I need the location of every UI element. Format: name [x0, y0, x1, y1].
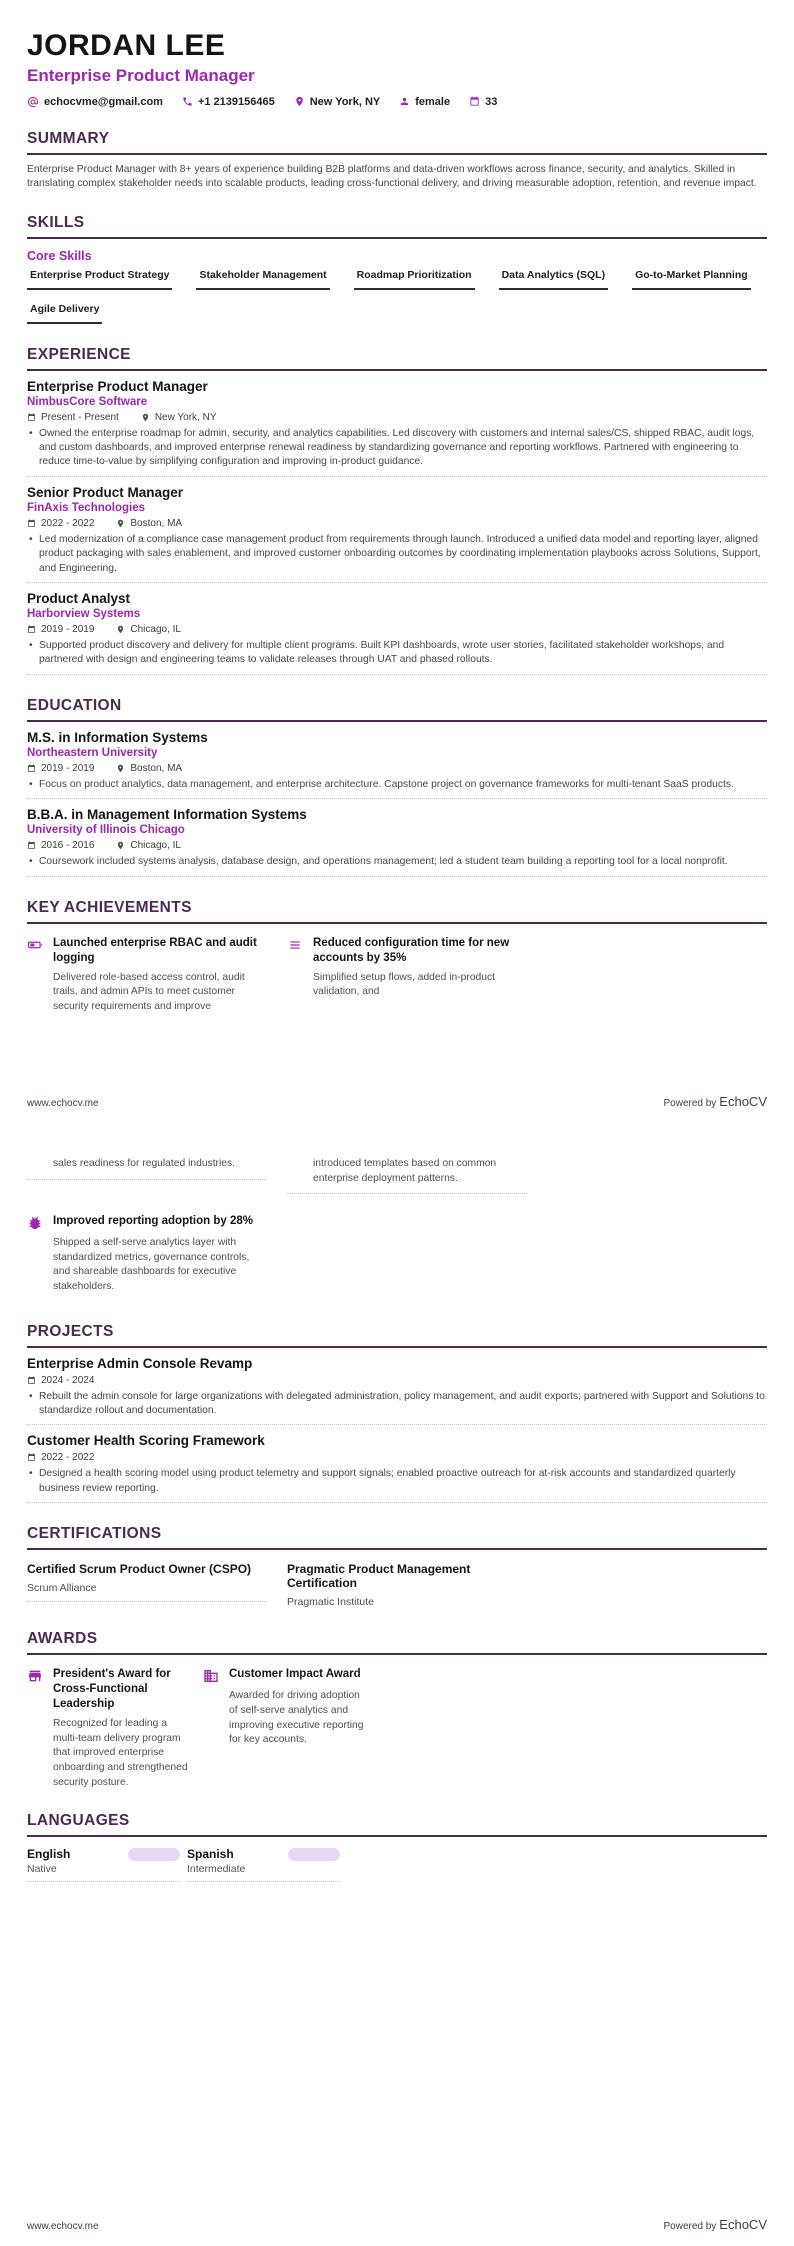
certification-title: Certified Scrum Product Owner (CSPO) — [27, 1562, 252, 1577]
achievement-title: Reduced configuration time for new accounts by 35% — [313, 936, 510, 964]
languages-grid — [27, 1847, 767, 1882]
awards-heading: AWARDS — [27, 1630, 767, 1655]
language-level: Intermediate — [187, 1863, 246, 1876]
certifications-heading: CERTIFICATIONS — [27, 1525, 767, 1550]
section-skills — [27, 214, 767, 324]
certification-issuer: Pragmatic Institute — [287, 1596, 374, 1609]
location-icon — [116, 519, 125, 528]
location-icon — [294, 96, 305, 107]
achievement-desc: sales readiness for regulated industries. — [53, 1158, 236, 1169]
entry-bullet: • Supported product discovery and delivery for multiple client programs. Built KPI dashboards, wrote user stories, facilitated stakeholder workshops, and partnered with design and engineering teams to validate releases through UAT and phased rollouts. — [27, 639, 767, 668]
certification-item — [287, 1562, 527, 1608]
section-achievements — [27, 899, 767, 1015]
achievement-desc: Delivered role-based access control, audit trails, and admin APIs to meet customer security requirements and improve — [53, 971, 245, 1012]
entry-school: University of Illinois Chicago — [27, 824, 185, 837]
section-awards — [27, 1630, 767, 1790]
entry-company: FinAxis Technologies — [27, 501, 145, 514]
person-job-title: Enterprise Product Manager — [27, 65, 255, 85]
skills-heading: SKILLS — [27, 214, 767, 239]
footer-site-link[interactable]: www.echocv.me — [27, 1098, 99, 1109]
calendar-icon — [27, 519, 36, 528]
entry-title: Product Analyst — [27, 591, 131, 607]
summary-heading: SUMMARY — [27, 130, 767, 155]
footer-site-link[interactable]: www.echocv.me — [27, 2221, 99, 2232]
entry-dates: 2022 - 2022 — [27, 518, 94, 529]
dotted-separator — [27, 674, 767, 675]
contact-location-text: New York, NY — [309, 95, 381, 108]
language-name: English — [27, 1847, 71, 1862]
dotted-separator — [27, 798, 767, 799]
dotted-separator — [27, 1424, 767, 1425]
person-icon — [399, 96, 410, 107]
skill-item: Enterprise Product Strategy — [27, 267, 172, 290]
award-title: Customer Impact Award — [229, 1668, 361, 1681]
experience-entry — [27, 485, 767, 583]
language-name: Spanish — [187, 1847, 234, 1862]
entry-bullet: • Coursework included systems analysis, database design, and operations management; led a student team building a reporting tool for a local nonprofit. — [27, 855, 767, 869]
contact-phone — [182, 96, 275, 108]
entry-dates: 2016 - 2016 — [27, 840, 94, 851]
achievement-title: Improved reporting adoption by 28% — [53, 1215, 253, 1228]
entry-title: Senior Product Manager — [27, 484, 184, 500]
achievements-empty-cell — [287, 1214, 527, 1294]
language-level: Native — [27, 1863, 57, 1876]
calendar-icon — [27, 625, 36, 634]
entry-location: New York, NY — [141, 412, 217, 423]
skill-item: Stakeholder Management — [196, 267, 329, 290]
projects-heading: PROJECTS — [27, 1323, 767, 1348]
certification-title: Pragmatic Product Management Certification — [287, 1562, 471, 1591]
calendar-icon — [27, 413, 36, 422]
entry-dates: 2022 - 2022 — [27, 1452, 94, 1463]
dotted-separator — [27, 582, 767, 583]
project-entry — [27, 1356, 767, 1426]
entry-company: Harborview Systems — [27, 608, 141, 621]
dotted-separator — [27, 876, 767, 877]
entry-bullet: • Designed a health scoring model using product telemetry and support signals; enabled proactive outreach for at-risk accounts and standardized quarterly business review reporting. — [27, 1467, 767, 1496]
battery-icon — [27, 937, 43, 953]
contact-age-text: 33 — [485, 95, 498, 108]
location-icon — [116, 625, 125, 634]
entry-bullet: • Owned the enterprise roadmap for admin, security, and analytics capabilities. Led discovery with customers and internal sales/CS, shipped RBAC, audit logs, and custom dashboards, and improved enterprise renewal readiness by standardizing governance and reporting workflows. Partnered with engineering to reduce time-to-value by simplifying configuration and improving in-product guidance. — [27, 427, 767, 470]
achievements-grid — [27, 1214, 767, 1294]
section-languages — [27, 1812, 767, 1882]
dotted-separator — [27, 1881, 180, 1882]
entry-location: Chicago, IL — [116, 840, 181, 851]
award-item — [27, 1667, 193, 1790]
awards-grid — [27, 1667, 767, 1790]
entry-location: Chicago, IL — [116, 624, 181, 635]
achievements-heading: KEY ACHIEVEMENTS — [27, 899, 767, 924]
calendar-icon — [27, 1453, 36, 1462]
section-education — [27, 697, 767, 877]
skill-item: Agile Delivery — [27, 301, 102, 324]
award-title: President's Award for Cross-Functional Leadership — [53, 1668, 171, 1711]
entry-dates: Present - Present — [27, 412, 119, 423]
calendar-icon — [27, 764, 36, 773]
achievement-desc: introduced templates based on common enterprise deployment patterns. — [313, 1158, 497, 1184]
achievement-item — [27, 1214, 267, 1294]
project-entry — [27, 1433, 767, 1503]
skill-item: Roadmap Prioritization — [354, 267, 475, 290]
location-icon — [116, 841, 125, 850]
calendar-icon — [469, 96, 480, 107]
bug-icon — [27, 1215, 43, 1231]
award-desc: Awarded for driving adoption of self-serve analytics and improving executive reporting for key accounts. — [229, 1690, 364, 1746]
entry-bullet: • Led modernization of a compliance case management product from requirements through launch. Introduced a unified data model and reporting layer, aligned product packaging with sales enablement, and improved customer onboarding outcomes by coordinating implementation playbooks across Solutions, Support, and Engineering. — [27, 533, 767, 576]
achievement-item — [287, 936, 527, 1015]
contact-gender — [399, 96, 450, 108]
certifications-grid — [27, 1562, 767, 1608]
entry-title: Customer Health Scoring Framework — [27, 1433, 265, 1449]
award-desc: Recognized for leading a multi-team delivery program that improved enterprise onboarding and strengthened security posture. — [53, 1718, 188, 1788]
location-icon — [116, 764, 125, 773]
achievement-item-continued — [27, 1157, 267, 1194]
language-bar — [128, 1848, 180, 1861]
language-bar — [288, 1848, 340, 1861]
entry-location: Boston, MA — [116, 518, 182, 529]
experience-entry — [27, 591, 767, 675]
entry-bullet: • Rebuilt the admin console for large organizations with delegated administration, policy management, and audit exports; partnered with Support and Solutions to standardize rollout and documentation. — [27, 1390, 767, 1419]
summary-text: Enterprise Product Manager with 8+ years of experience building B2B platforms and data-driven workflows across finance, security, and analytics. Skilled in translating complex stakeholder needs into scalable products, leading cross-functional delivery, and driving measurable adoption, retention, and revenue impact. — [27, 163, 757, 190]
contact-gender-text: female — [415, 95, 451, 108]
skill-item: Data Analytics (SQL) — [499, 267, 608, 290]
contact-location — [294, 96, 381, 108]
entry-dates: 2019 - 2019 — [27, 763, 94, 774]
language-item — [187, 1847, 340, 1882]
page-2 — [0, 1123, 794, 2246]
award-item — [203, 1667, 369, 1790]
section-experience — [27, 346, 767, 675]
skills-list — [27, 267, 767, 324]
entry-bullet: • Focus on product analytics, data management, and enterprise architecture. Capstone project on governance frameworks for multi-tenant SaaS products. — [27, 778, 767, 792]
achievements-grid — [27, 936, 767, 1015]
section-summary — [27, 130, 767, 192]
achievement-desc: Shipped a self-serve analytics layer with standardized metrics, governance controls, and shareable dashboards for executive stakeholders. — [53, 1237, 250, 1293]
languages-heading: LANGUAGES — [27, 1812, 767, 1837]
language-item — [27, 1847, 180, 1882]
contact-row — [27, 96, 767, 108]
achievement-desc: Simplified setup flows, added in-product validation, and — [313, 971, 496, 998]
dotted-separator — [287, 1193, 527, 1194]
page-footer — [27, 1094, 767, 1109]
dotted-separator — [27, 1179, 267, 1180]
phone-icon — [182, 96, 193, 107]
contact-phone-text: +1 2139156465 — [197, 95, 275, 108]
experience-heading: EXPERIENCE — [27, 346, 767, 371]
building-icon — [203, 1668, 219, 1684]
achievements-grid-continued — [27, 1157, 767, 1194]
entry-title: Enterprise Admin Console Revamp — [27, 1355, 253, 1371]
skills-group-label: Core Skills — [27, 248, 92, 263]
entry-title: Enterprise Product Manager — [27, 378, 208, 394]
echocv-brand-link[interactable]: EchoCV — [719, 2217, 767, 2232]
entry-company: NimbusCore Software — [27, 395, 148, 408]
contact-email-text: echocvme@gmail.com — [44, 95, 163, 108]
achievement-item — [27, 936, 267, 1015]
calendar-icon — [27, 841, 36, 850]
location-icon — [141, 413, 150, 422]
calendar-icon — [27, 1376, 36, 1385]
contact-age — [469, 96, 497, 108]
experience-entry — [27, 379, 767, 477]
achievement-item-continued — [287, 1157, 527, 1194]
education-heading: EDUCATION — [27, 697, 767, 722]
section-projects — [27, 1323, 767, 1504]
certification-issuer: Scrum Alliance — [27, 1582, 97, 1595]
dotted-separator — [27, 1502, 767, 1503]
entry-dates: 2019 - 2019 — [27, 624, 94, 635]
entry-school: Northeastern University — [27, 746, 158, 759]
achievement-title: Launched enterprise RBAC and audit logging — [53, 936, 257, 964]
storefront-icon — [27, 1668, 43, 1684]
education-entry — [27, 807, 767, 876]
footer-powered: Powered by EchoCV — [663, 2217, 767, 2232]
list-icon — [287, 937, 303, 953]
certification-item — [27, 1562, 267, 1608]
email-icon — [27, 96, 39, 108]
dotted-separator — [187, 1881, 340, 1882]
contact-email[interactable] — [27, 96, 163, 108]
page-footer — [27, 2217, 767, 2232]
entry-title: M.S. in Information Systems — [27, 729, 208, 745]
entry-title: B.B.A. in Management Information Systems — [27, 807, 307, 823]
skill-item: Go-to-Market Planning — [632, 267, 751, 290]
entry-location: Boston, MA — [116, 763, 182, 774]
entry-dates: 2024 - 2024 — [27, 1375, 94, 1386]
footer-powered: Powered by EchoCV — [663, 1094, 767, 1109]
person-name: JORDAN LEE — [27, 29, 226, 62]
dotted-separator — [27, 1601, 267, 1602]
section-certifications — [27, 1525, 767, 1608]
echocv-brand-link[interactable]: EchoCV — [719, 1094, 767, 1109]
dotted-separator — [27, 476, 767, 477]
education-entry — [27, 730, 767, 799]
